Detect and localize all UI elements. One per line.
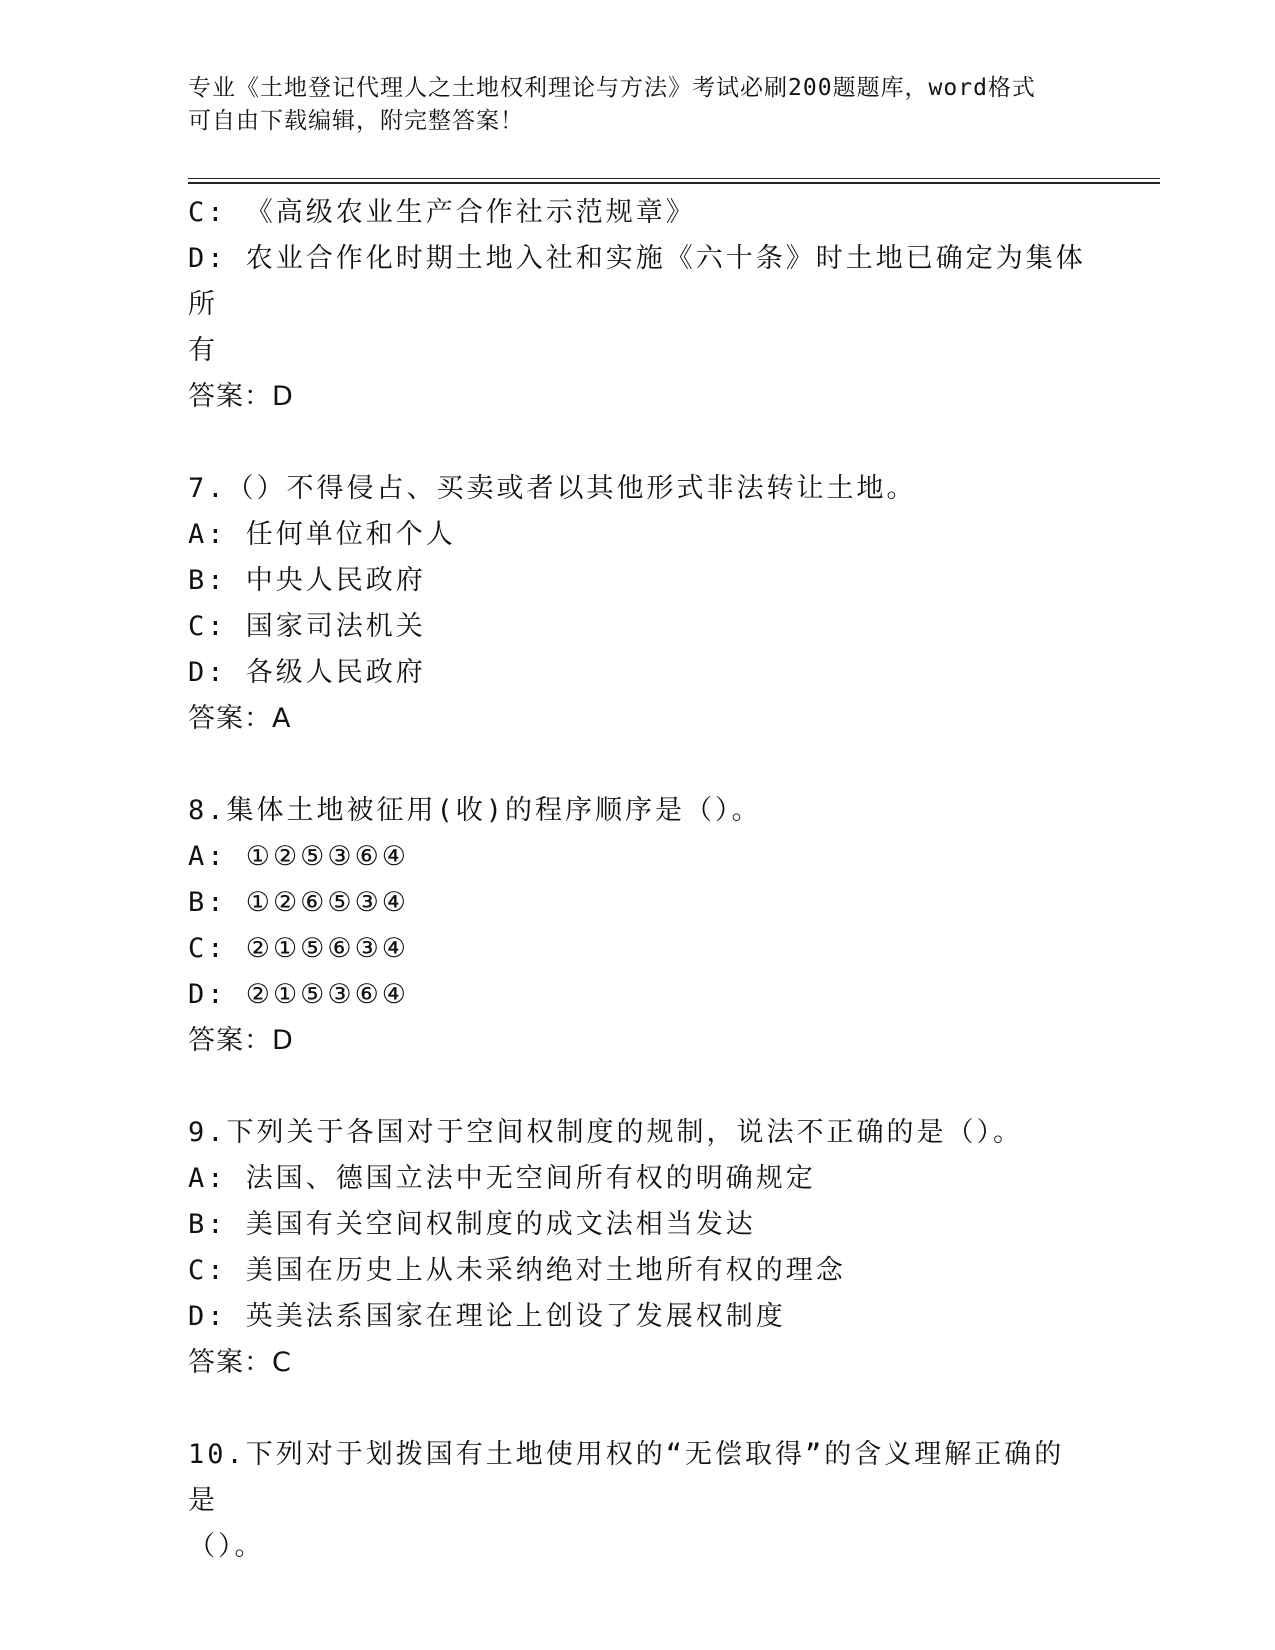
q9-question: 9.下列关于各国对于空间权制度的规制，说法不正确的是（）。 [188,1117,1024,1148]
question-7-block [188,466,1088,742]
q6-answer: 答案：D [188,381,294,412]
q8-question: 8.集体土地被征用(收)的程序顺序是（）。 [188,795,762,826]
q7-option-b: B: 中央人民政府 [188,565,426,596]
q9-option-b: B: 美国有关空间权制度的成文法相当发达 [188,1209,756,1240]
q10-question-line-2: （）。 [188,1531,265,1562]
header-line-2: 可自由下载编辑，附完整答案！ [188,108,524,134]
q8-option-d: D: ②①⑤③⑥④ [188,979,409,1010]
q9-option-d: D: 英美法系国家在理论上创设了发展权制度 [188,1301,786,1332]
q7-option-c: C: 国家司法机关 [188,611,426,642]
q6-option-d-line-1: D: 农业合作化时期土地入社和实施《六十条》时土地已确定为集体所 [188,243,1086,320]
q7-option-d: D: 各级人民政府 [188,657,426,688]
question-9-block [188,1110,1088,1386]
q10-question-line-1: 10.下列对于划拨国有土地使用权的“无偿取得”的含义理解正确的是 [188,1439,1065,1516]
q8-answer: 答案：D [188,1025,294,1056]
spacer [188,420,1088,466]
q8-option-a: A: ①②⑤③⑥④ [188,841,409,872]
q8-option-c: C: ②①⑤⑥③④ [188,933,409,964]
q7-question: 7.（）不得侵占、买卖或者以其他形式非法转让土地。 [188,473,917,504]
q7-answer: 答案：A [188,703,292,734]
q6-option-c: C: 《高级农业生产合作社示范规章》 [188,197,696,228]
q8-option-b: B: ①②⑥⑤③④ [188,887,409,918]
q6-option-d-line-2: 有 [188,335,218,366]
q9-option-c: C: 美国在历史上从未采纳绝对土地所有权的理念 [188,1255,846,1286]
header-divider-thin [188,178,1160,179]
spacer [188,742,1088,788]
question-10-block [188,1432,1088,1570]
q7-option-a: A: 任何单位和个人 [188,519,456,550]
header-divider-thick [188,182,1160,184]
header-line-1: 专业《土地登记代理人之土地权利理论与方法》考试必刷200题题库，word格式 [188,75,1036,101]
question-8-block [188,788,1088,1064]
q9-answer: 答案：C [188,1347,292,1378]
question-6-block [188,190,1088,420]
spacer [188,1064,1088,1110]
document-header [188,72,1088,138]
question-list [188,190,1088,1570]
q9-option-a: A: 法国、德国立法中无空间所有权的明确规定 [188,1163,816,1194]
spacer [188,1386,1088,1432]
